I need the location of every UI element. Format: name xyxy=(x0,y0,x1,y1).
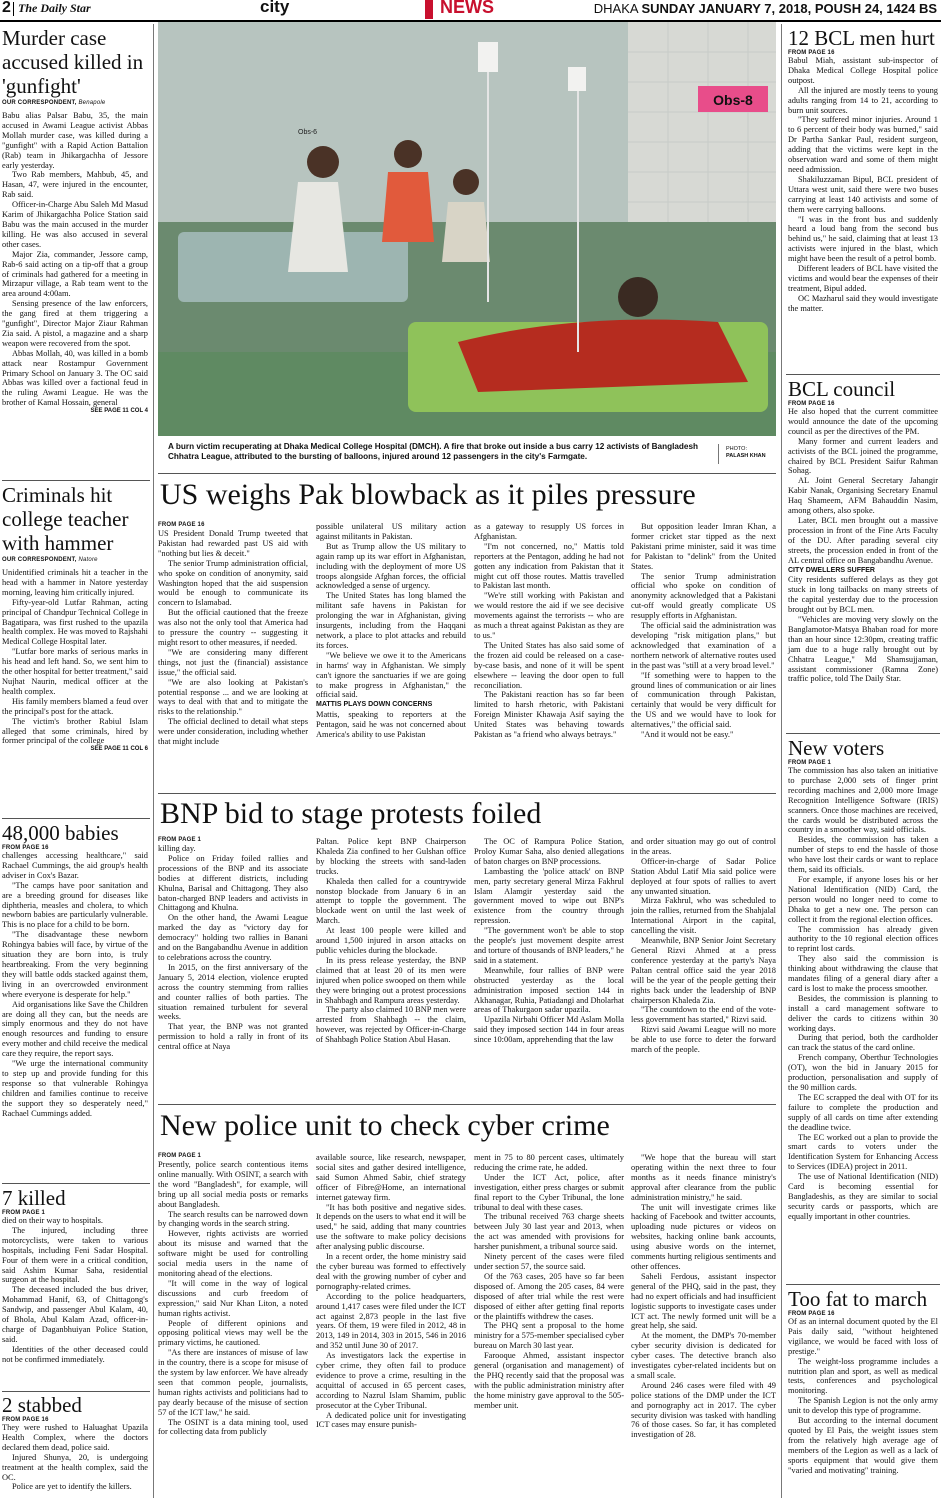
section-name: city xyxy=(260,0,290,16)
stabbed-body: They were rushed to Haluaghat Upazila Health Complex, where the doctors declared them dead, police said. Injured Shunya, 20, is undergoing treatment at the health complex, said the OC. Police are yet to identify the killers. xyxy=(2,1423,148,1492)
fat-headline: Too fat to march xyxy=(788,1287,928,1311)
rule xyxy=(2,818,150,819)
rule xyxy=(158,473,776,474)
babies-body: challenges accessing healthcare," said Rachael Cummings, the aid group's health adviser in Cox's Bazar. "The camps have poor sanitation and are a breeding ground for diseases like diphtheria, measles and cholera, to which newborn babies are particularly vulnerable. This is no place for a child to be born. "The disadvantage these newborn Rohingya babies will face, by virtue of the situation they are born into, is truly heartbreaking. From the very beginning they will battle odds stacked against them, living in an overcrowded environment where everyone is desperate for help." Aid organisations like Save the Children are doing all they can, but the needs are simply enormous and they do not have enough resources and funding to ensure every mother and child receive the medical care they require, the report says. "We urge the international community to step up and provide funding for this response so that vulnerable Rohingya children and families continue to receive the support they so desperately need," Rachael Cummings added. xyxy=(2,851,148,1118)
killed7-body: died on their way to hospitals. The injured, including three motorcyclists, were taken to various hospitals, including Feni Sadar Hospital. Four of them were in a critical condition, said Ashim Kumar Saha, residential surgeon at the hospital. The deceased included the bus driver, Mohammad Hanif, 63, of Chittagong's Sandwip, and passenger Abul Kalam, 40, of Bhola, Abul Kalam Azad, officer-in-charge of Daganbhuiyan Police Station, said. Identities of the other deceased could not be confirmed immediately. xyxy=(2,1216,148,1364)
criminals-headline: Criminals hit college teacher with hammer xyxy=(2,483,129,555)
rule xyxy=(158,1104,776,1105)
pak-from: FROM PAGE 16 xyxy=(158,522,205,528)
news-marker xyxy=(425,0,433,19)
dateline: DHAKA SUNDAY JANUARY 7, 2018, POUSH 24, 1424 BS xyxy=(593,1,937,16)
pak-col-4: But opposition leader Imran Khan, a former cricket star tipped as the next Pakistani prime minister, said it was time for Pakistan to "delink" from the United States. The senior Trump administration official who spoke on condition of anonymity acknowledged that a Pakistani cut-off would greatly complicate US resupply efforts in Afghanistan. The official said the administration was developing "risk mitigation plans," but acknowledged that examination of a northern network of alternative routes used in the past was "still at a very broad level." "If something were to happen to the ground lines of communication or air lines of communication through Pakistan, certainly that would be very difficult for the US and we would have to look for alternatives," the official said. "And it would not be easy." xyxy=(631,522,776,740)
column-rule-left xyxy=(153,24,154,1498)
bclc-body: He also hoped that the current committee would announce the date of the upcoming council as per the directives of the PM. Many former and current leaders and activists of the BCL joined the programme, chaired by BCL President Saifur Rahman Sohag. AL Joint General Secretary Jahangir Kabir Nanak, Organising Secretary Enamul Haq Shameem, AFM Bahauddin Nasim, among others, also spoke. Later, BCL men brought out a massive procession in front of the Fine Arts Faculty of the DU. After parading several city streets, the procession ended in front of the AL central office on Bangabandhu Avenue. CITY DWELLERS SUFFER City residents suffered delays as they got stuck in long tailbacks on many streets of the capital yesterday due to the procession brought out by BCL men. "Vehicles are moving very slowly on the Banglamotor-Matsya Bhaban road for more than an hour since 12:30pm, creating traffic jam due to a huge rally brought out by Chhatra League," Md Shamsujjaman, assistant commissioner (Ramna Zone) traffic police, told The Daily Star. xyxy=(788,407,938,684)
fat-body: Of as an internal document quoted by the El Pais daily said, "without heightened vigilance, we would be faced with loss of prestige." The weight-loss programme includes a nutrition plan and sport, as well as medical tests, conferences and psychological monitoring. The Spanish Legion is not the only army unit to develop this type of programme. But according to the internal document quoted by El Pais, the weight issues stem from the relatively high average age of members of the Legion as well as a lack of sports equipment that would give them "varied and motivating" training. xyxy=(788,1317,938,1475)
photo-caption: A burn victim recuperating at Dhaka Medical College Hospital (DMCH). A fire that broke out inside a bus carry 12 activists of Bangladesh Chhatra League, attributed to the bursting of balloons, injured around 12 passengers in the city's Farmgate. xyxy=(168,442,699,461)
pak-col-2: possible unilateral US military action against militants in Pakistan. But as Trump allow the US military to again ramp up its war effort in Afghanistan, including with the deployment of more US troops alongside Afghan forces, the official acknowledged a sense of urgency. The United States has long blamed the militant safe havens in Pakistan for prolonging the war in Afghanistan, giving insurgents, including from the Haqqani network, a place to plot attacks and rebuild its forces. "We believe we owe it to the Americans in harms' way in Afghanistan. We simply can't ignore the sanctuaries if we are going to make progress in Afghanistan," the official said. MATTIS PLAYS DOWN CONCERNS Mattis, speaking to reporters at the Pentagon, said he was not concerned about America's ability to use Pakistan xyxy=(316,522,466,740)
voters-headline: New voters xyxy=(788,736,885,760)
killed7-story xyxy=(2,1186,148,1365)
voters-story xyxy=(788,736,938,1222)
cyber-col-3: ment in 75 to 80 percent cases, ultimately reducing the crime rate, he added. Under the ICT Act, police, after investigation, either press charges or submit final report to the Cyber Tribunal, the lone tribunal to deal with these cases. The tribunal received 763 charge sheets between July 30 last year and 2013, when the act was amended with provisions for harsher punishment, a tribunal source said. Ninety percent of the cases were filed under section 57, the source said. Of the 763 cases, 205 have so far been disposed of. Among the 205 cases, 84 were disposed of after trial while the rest were disposed of either after getting final reports or the plaintiffs withdrew the cases. The PHQ sent a proposal to the home ministry for a 575-member specialised cyber bureau on March 30 last year. Farooque Ahmed, assistant inspector general (organisation and management) of the PHQ recently said that the proposal was with the public administration ministry after the home ministry gave approval to the 505-member unit. xyxy=(474,1153,625,1410)
photo-credit: PHOTO: PALASH KHAN xyxy=(726,446,766,459)
murder-body: Babu alias Palsar Babu, 35, the main accused in Awami League activist Abbas Mollah murder case, was killed during a "gunfight" with a Rapid Action Battalion (Rab) team in Jhikargachha of Jessore early yesterday. Two Rab members, Mahbub, 45, and Hasan, 47, were injured in the encounter, Rab said. Officer-in-Charge Abu Saleh Md Masud Karim of Jhikargachha Police Station said Babu was the main accused in the murder killing. He was also accused in several other cases. Major Zia, commander, Jessore camp, Rab-6 said acting on a tip-off that a group of criminals had gathered for a meeting in Mirzapur village, a Rab team went to the area around 4:00am. Sensing presence of the law enforcers, the gang fired at them triggering a "gunfight", Director Major Ziaur Rahman Zia said. A pistol, a magazine and a sharp weapon were recovered from the spot. Abbas Mollah, 40, was killed in a bomb attack near Rostampur Government Primary School on January 3. The OC said Abbas was killed over a factional feud in the ruling Awami League. He was the brother of Kamal Hossain, general xyxy=(2,111,148,408)
bcl12-from: FROM PAGE 16 xyxy=(788,50,835,56)
fat-from: FROM PAGE 16 xyxy=(788,1311,835,1317)
bcl12-headline: 12 BCL men hurt xyxy=(788,26,935,50)
babies-from: FROM PAGE 16 xyxy=(2,845,49,851)
bcl12-story xyxy=(788,26,938,314)
bnp-col-4: and order situation may go out of control in the areas. Officer-in-charge of Sadar Police Station Abdul Latif Mia said police were deployed at four spots of rallies to avert any unwanted situation. Mirza Fakhrul, who was scheduled to join the rallies, returned from the Shahjalal International Airport in the capital, cancelling the visit. Meanwhile, BNP Senior Joint Secretary General Rizvi Ahmed at a press conference yesterday at the party's Naya Paltan central office said the year 2018 will be the year of the people getting their rights back under the leadership of BNP chairperson Khaleda Zia. "The countdown to the end of the vote-less government has started," Rizvi said. Rizvi said Awami League will no more be able to use force to deter the forward march of the people. xyxy=(631,837,776,1055)
voters-from: FROM PAGE 1 xyxy=(788,760,832,766)
rule xyxy=(2,1183,150,1184)
criminals-continued: SEE PAGE 11 COL 6 xyxy=(90,746,148,753)
rule xyxy=(786,374,940,375)
hospital-photo xyxy=(158,22,776,436)
rule xyxy=(2,480,150,481)
pak-col-3: as a gateway to resupply US forces in Afghanistan. "I'm not concerned, no," Mattis told reporters at the Pentagon, adding he had not gotten any indication from Pakistan that it might cut off those routes. Mattis travelled to Pakistan last month. "We're still working with Pakistan and we would restore the aid if we see decisive movements against the terrorists -- who are as much a threat against Pakistan as they are to us." The United States has also said some of the frozen aid could be released on a case-by-case basis, and none of it will be spent elsewhere -- leaving the door open to full reconciliation. The Pakistani reaction has so far been limited to harsh rhetoric, with Pakistani Foreign Minister Khawaja Asif saying the United States was behaving towards Pakistan as "a friend who always betrays." xyxy=(474,522,624,740)
rule xyxy=(158,793,776,794)
bclc-story xyxy=(788,377,938,684)
page-number: 2 xyxy=(2,0,11,16)
rule xyxy=(786,733,940,734)
cyber-col-4: "We hope that the bureau will start operating within the next three to four months as it needs finance ministry's approval after clearance from the public administration ministry," he said. The unit will investigate crimes like hacking of Facebook and twitter accounts, uploading nude pictures or videos on websites, hacking online bank accounts, using abusive words on the internet, comments hurting religious sentiments and other offences. Saheli Ferdous, assistant inspector general of the PHQ, said in the past, they had no expert officials and had insufficient logistic supports to investigate cases under ICT act. The newly formed unit will be a great help, she said. At the moment, the DMP's 70-member cyber security division is dedicated for cyber cases. The detective branch also investigates cyber-related incidents but on a small scale. Around 246 cases were filed with 49 police stations of the DMP under the ICT and pornography act in 2017. The cyber security division was tasked with handling 76 of those cases. So far, it has completed investigation of 28. xyxy=(631,1153,776,1440)
killed7-headline: 7 killed xyxy=(2,1186,66,1210)
rule xyxy=(786,1284,940,1285)
caption-rule xyxy=(718,444,719,464)
cyber-headline: New police unit to check cyber crime xyxy=(160,1109,610,1142)
pak-headline: US weighs Pak blowback as it piles pressure xyxy=(160,478,696,511)
bclc-headline: BCL council xyxy=(788,377,896,401)
pak-col-1: US President Donald Trump tweeted that Pakistan had rewarded past US aid with "nothing but lies & deceit." The senior Trump administration official, who spoke on condition of anonymity, said Washington hoped that the aid suspension would be enough to communicate its concern to Islamabad. But the official cautioned that the freeze was also not the only tool that America had to pressure the country -- suggesting it might resort to other measures, if needed. "We are considering many different things, not just the (financial) assistance issue," the official said. "We are also looking at Pakistan's potential response ... and we are looking at ways to deal with that and to mitigate the risks to the relationship." The official declined to detail what steps were under consideration, including whether that might include xyxy=(158,529,308,747)
stabbed-story xyxy=(2,1393,148,1492)
cyber-col-1: Presently, police search contentious items online manually. With OSINT, a search with the word "Bangladesh", for example, will bring up all social media posts or remarks about Bangladesh. The search results can be narrowed down by changing words in the search string. However, rights activists are worried about its misuse and warned that the software might be used for controlling social media users in the name of monitoring ahead of the elections. "It will come in the way of logical discussions and curb freedom of expression," said Nur Khan Liton, a noted human rights activist. People of different opinions and opposing political views may well be the primary victims, he cautioned. "As there are instances of misuse of law in the country, there is a scope for misuse of the system by law enforcer. We have already seen that common people, journalists, human rights activists and politicians had to pay dearly because of the misuse of section 57 of the ICT law," he said. The OSINT is a data mining tool, used for collecting data from publicly xyxy=(158,1160,308,1437)
cyber-from: FROM PAGE 1 xyxy=(158,1153,202,1159)
criminals-byline: OUR CORRESPONDENT, Natore xyxy=(2,557,98,563)
bnp-col-3: The OC of Rampura Police Station, Proloy Kumar Saha, also denied allegations of baton charges on BNP processions. Lambasting the 'police attack' on BNP men, party secretary general Mirza Fakhrul Islam Alamgir yesterday said the government moved to wipe out BNP's existence from the country through repression. "The government won't be able to stop the people's just movement despite arrest and torture of thousands of BNP leaders," he said in a statement. Meanwhile, four rallies of BNP were obstructed yesterday as the local administration imposed section 144 in Akhanagar, Ruhia, Patiadangi and Dholarhat areas of Thakurgaon sadar upazila. Upazila Nirbahi Officer Md Aslam Molla said they imposed section 144 in four areas since 10:00am, apprehending that the law xyxy=(474,837,624,1045)
bnp-from: FROM PAGE 1 xyxy=(158,837,202,843)
murder-byline: OUR CORRESPONDENT, Benapole xyxy=(2,100,106,106)
news-tag: NEWS xyxy=(440,0,494,17)
ward-sign-obs6: Obs-6 xyxy=(298,129,318,136)
killed7-from: FROM PAGE 1 xyxy=(2,1210,46,1216)
stabbed-from: FROM PAGE 16 xyxy=(2,1417,49,1423)
stabbed-headline: 2 stabbed xyxy=(2,1393,82,1417)
page-header xyxy=(0,0,941,22)
ward-sign-obs8: Obs-8 xyxy=(713,92,753,108)
bclc-from: FROM PAGE 16 xyxy=(788,401,835,407)
babies-story xyxy=(2,821,148,1118)
bnp-col-2: Paltan. Police kept BNP Chairperson Khaleda Zia confined to her Gulshan office by blocking the streets with sand-laden trucks. Khaleda then called for a countrywide nonstop blockade from January 6 in an attempt to topple the government. The blockade went on until the last week of March. At least 100 people were killed and around 1,500 injured in arson attacks on public vehicles during the blockade. In its press release yesterday, the BNP claimed that at least 20 of its men were injured when police swooped on them while they were bringing out a protest processions in Shahbagh and Rampura areas yesterday. The party also claimed 10 BNP men were arrested from Shahbagh -- the claim, however, was rejected by Officer-in-Charge of Shahbagh Police Station Abul Hasan. xyxy=(316,837,466,1045)
fat-story xyxy=(788,1287,938,1476)
murder-story xyxy=(2,26,148,414)
masthead: The Daily Star xyxy=(18,1,91,15)
criminals-story xyxy=(2,483,148,752)
babies-headline: 48,000 babies xyxy=(2,821,119,845)
criminals-body: Unidentified criminals hit a teacher in the head with a hammer in Natore yesterday morning, leaving him critically injured. Fifty-year-old Lutfar Rahman, acting principal of Chandpur Technical College in Bagatipara, was first rushed to the upazila health complex. He was moved to Rajshahi Medical College Hospital later. "Lutfar bore marks of serious marks in his head and left hand. So, we sent him to the other hospital for better treatment," said Nujhat Naurin, medical officer at the health complex. His family members blamed a feud over the principal's post for the attack. The victim's brother Rabiul Islam alleged that some criminals, hired by former principal of the college xyxy=(2,568,148,746)
bcl12-body: Babul Miah, assistant sub-inspector of Dhaka Medical College Hospital police outpost. All the injured are mostly teens to young adults ranging from 14 to 21, according to burn unit sources. "They suffered minor injuries. Around 1 to 6 percent of their body was burned," said Dr Partha Sankar Paul, resident surgeon, adding that the victims were kept in the observation ward and some of them might need admission. Shakiluzzaman Bipul, BCL president of Uttara west unit, said there were two buses carrying at least 140 activists and some of them were carrying balloons. "I was in the front bus and suddenly heard a loud bang from the second bus behind us," he said, claiming that at least 13 activists were injured in the blast, which might have been the result of a petrol bomb. Different leaders of BCL have visited the victims and would bear the expenses of their treatment, Bipul added. OC Mazharul said they would investigate the matter. xyxy=(788,56,938,313)
murder-headline: Murder case accused killed in 'gunfight' xyxy=(2,26,144,98)
cyber-col-2: available source, like research, newspaper, social sites and gather desired intelligence, said Sumon Ahmed Sabir, chief strategy officer of Fibre@Home, an international internet gateway firm. "It has both positive and negative sides. It depends on the users to what end it will be used," he said, adding that many countries use the software to make policy decisions after analysing public discourse. In a recent order, the home ministry said the cyber bureau was formed to effectively deal with the growing number of cyber and pornography-related crimes. According to the police headquarters, around 1,417 cases were filed under the ICT act against 2,873 people in the last five years. Of them, 19 were filed in 2012, 48 in 2013, 149 in 2014, 303 in 2015, 546 in 2016 and 352 until June 30 of 2017. As investigators lack the expertise in cyber crime, they often fail to produce evidence to prove a crime, resulting in the acquittal of accused in 65 percent cases, according to Nazrul Islam Shamim, public prosecutor at the Cyber Tribunal. A dedicated police unit for investigating ICT cases may ensure punish- xyxy=(316,1153,466,1430)
murder-continued: SEE PAGE 11 COL 4 xyxy=(90,408,148,415)
bnp-col-1: killing day. Police on Friday foiled rallies and processions of the BNP and its associate bodies at different districts, including Khulna, Barisal and Chittagong. They also baton-charged BNP leaders and activists in Chittagong and Khulna. On the other hand, the Awami League marked the day as "victory day for democracy" holding two rallies in Banani and on the Bangabandhu Avenue in addition to celebrations across the country. In 2015, on the first anniversary of the January 5, 2014 election, violence erupted across the country stemming from rallies and counter rallies of both parties. The situation remained turbulent for several weeks. That year, the BNP was not granted permission to hold a rally in front of its central office at Naya xyxy=(158,844,308,1052)
photo-caption-box xyxy=(158,438,776,468)
voters-body: The commission has also taken an initiative to purchase 2,000 sets of finger print recording machines and 2,000 more Image Recognition Intelligence Software (IRIS) scanners. Once those machines are received, the cards would be distributed across the country in a smoother way, said officials. Besides, the commission has taken a number of steps to end the hassle of those who have lost their cards or want to replace them, said its officials. For example, if anyone loses his or her National Identification (NID) Card, the person would no longer need to come to Dhaka to get a new one. The person can collect it from the regional election offices. The commission has already given authority to the 10 regional election offices to reprint lost cards. They also said the commission is thinking about withdrawing the clause that mandates filing of a general diary after a card is lost to make the process smoother. Besides, the commission is planning to install a card management software to deliver the cards to citizens within 30 working days. During that period, both the cardholder can track the status of the card online. French company, Oberthur Technologies (OT), won the bid in January 2015 for production, personalisation and supply of the 90 million cards. The EC scrapped the deal with OT for its failure to complete the production and supply of all cards on time after extending the deadline twice. The EC worked out a plan to provide the smart cards to voters under the Identification System for Enhancing Access to Services (IDEA) project in 2011. The use of National Identification (NID) Card is becoming essential for Bangladeshis, as they are similar to social security cards or passports, which are equally important in other countries. xyxy=(788,766,938,1221)
burn-ward-illustration xyxy=(158,22,776,436)
rule xyxy=(2,1391,150,1392)
column-rule-right xyxy=(781,24,782,1498)
header-divider xyxy=(13,2,14,16)
bnp-headline: BNP bid to stage protests foiled xyxy=(160,797,542,830)
